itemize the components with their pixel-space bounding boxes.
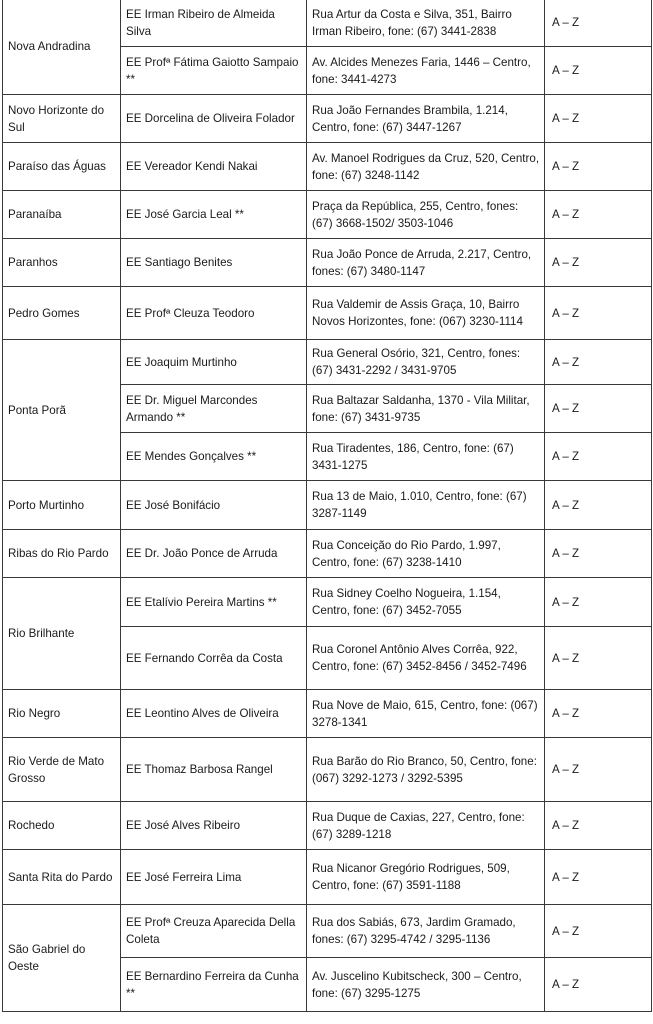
school-cell: EE Leontino Alves de Oliveira <box>121 690 307 738</box>
class-range-cell: A – Z <box>545 690 652 738</box>
school-cell: EE Etalívio Pereira Martins ** <box>121 578 307 627</box>
class-range-cell: A – Z <box>545 385 652 433</box>
municipality-cell: Rio Verde de Mato Grosso <box>3 738 121 802</box>
class-range-cell: A – Z <box>545 433 652 481</box>
class-range-cell: A – Z <box>545 481 652 530</box>
address-cell: Rua General Osório, 321, Centro, fones: (67) 3431-2292 / 3431-9705 <box>307 340 545 385</box>
class-range-cell: A – Z <box>545 850 652 905</box>
school-table <box>2 0 652 1012</box>
table-row <box>3 738 652 802</box>
school-cell: EE Vereador Kendi Nakai <box>121 143 307 191</box>
class-range-cell: A – Z <box>545 287 652 340</box>
school-cell: EE José Bonifácio <box>121 481 307 530</box>
address-cell: Praça da República, 255, Centro, fones: (67) 3668-1502/ 3503-1046 <box>307 191 545 239</box>
table-row <box>3 143 652 191</box>
table-row <box>3 690 652 738</box>
school-cell: EE Joaquim Murtinho <box>121 340 307 385</box>
address-cell: Rua Barão do Rio Branco, 50, Centro, fone: (067) 3292-1273 / 3292-5395 <box>307 738 545 802</box>
address-cell: Rua Valdemir de Assis Graça, 10, Bairro Novos Horizontes, fone: (067) 3230-1114 <box>307 287 545 340</box>
school-cell: EE Fernando Corrêa da Costa <box>121 627 307 690</box>
school-cell: EE Bernardino Ferreira da Cunha ** <box>121 958 307 1012</box>
table-row <box>3 191 652 239</box>
class-range-cell: A – Z <box>545 143 652 191</box>
table-row <box>3 578 652 627</box>
address-cell: Rua João Fernandes Brambila, 1.214, Centro, fone: (67) 3447-1267 <box>307 95 545 143</box>
table-row <box>3 802 652 850</box>
municipality-cell: Paranaíba <box>3 191 121 239</box>
table-row <box>3 481 652 530</box>
address-cell: Rua Nicanor Gregório Rodrigues, 509, Centro, fone: (67) 3591-1188 <box>307 850 545 905</box>
class-range-cell: A – Z <box>545 958 652 1012</box>
table-row <box>3 340 652 385</box>
municipality-cell: Rio Negro <box>3 690 121 738</box>
address-cell: Rua João Ponce de Arruda, 2.217, Centro, fones: (67) 3480-1147 <box>307 239 545 287</box>
school-cell: EE Mendes Gonçalves ** <box>121 433 307 481</box>
table-row <box>3 530 652 578</box>
municipality-cell: Rochedo <box>3 802 121 850</box>
table-row <box>3 850 652 905</box>
school-cell: EE José Alves Ribeiro <box>121 802 307 850</box>
municipality-cell: Porto Murtinho <box>3 481 121 530</box>
table-row <box>3 0 652 47</box>
school-cell: EE Dorcelina de Oliveira Folador <box>121 95 307 143</box>
municipality-cell: Nova Andradina <box>3 0 121 95</box>
school-cell: EE Dr. Miguel Marcondes Armando ** <box>121 385 307 433</box>
class-range-cell: A – Z <box>545 905 652 958</box>
school-cell: EE Thomaz Barbosa Rangel <box>121 738 307 802</box>
table-row <box>3 239 652 287</box>
school-table-body <box>3 0 652 1012</box>
address-cell: Rua Tiradentes, 186, Centro, fone: (67) 3431-1275 <box>307 433 545 481</box>
address-cell: Rua Artur da Costa e Silva, 351, Bairro Irman Ribeiro, fone: (67) 3441-2838 <box>307 0 545 47</box>
table-row <box>3 95 652 143</box>
municipality-cell: Rio Brilhante <box>3 578 121 690</box>
municipality-cell: Ribas do Rio Pardo <box>3 530 121 578</box>
municipality-cell: Ponta Porã <box>3 340 121 481</box>
class-range-cell: A – Z <box>545 239 652 287</box>
class-range-cell: A – Z <box>545 578 652 627</box>
municipality-cell: Paranhos <box>3 239 121 287</box>
municipality-cell: Pedro Gomes <box>3 287 121 340</box>
address-cell: Rua dos Sabiás, 673, Jardim Gramado, fones: (67) 3295-4742 / 3295-1136 <box>307 905 545 958</box>
address-cell: Rua Nove de Maio, 615, Centro, fone: (067) 3278-1341 <box>307 690 545 738</box>
address-cell: Av. Manoel Rodrigues da Cruz, 520, Centro, fone: (67) 3248-1142 <box>307 143 545 191</box>
municipality-cell: Paraíso das Águas <box>3 143 121 191</box>
class-range-cell: A – Z <box>545 738 652 802</box>
class-range-cell: A – Z <box>545 802 652 850</box>
school-cell: EE Irman Ribeiro de Almeida Silva <box>121 0 307 47</box>
municipality-cell: Santa Rita do Pardo <box>3 850 121 905</box>
municipality-cell: Novo Horizonte do Sul <box>3 95 121 143</box>
address-cell: Av. Alcides Menezes Faria, 1446 – Centro, fone: 3441-4273 <box>307 47 545 95</box>
address-cell: Rua Duque de Caxias, 227, Centro, fone: (67) 3289-1218 <box>307 802 545 850</box>
class-range-cell: A – Z <box>545 191 652 239</box>
address-cell: Rua Coronel Antônio Alves Corrêa, 922, Centro, fone: (67) 3452-8456 / 3452-7496 <box>307 627 545 690</box>
class-range-cell: A – Z <box>545 47 652 95</box>
class-range-cell: A – Z <box>545 95 652 143</box>
school-cell: EE José Ferreira Lima <box>121 850 307 905</box>
school-cell: EE José Garcia Leal ** <box>121 191 307 239</box>
class-range-cell: A – Z <box>545 0 652 47</box>
school-cell: EE Profª Creuza Aparecida Della Coleta <box>121 905 307 958</box>
address-cell: Rua Baltazar Saldanha, 1370 - Vila Militar, fone: (67) 3431-9735 <box>307 385 545 433</box>
school-cell: EE Dr. João Ponce de Arruda <box>121 530 307 578</box>
table-row <box>3 905 652 958</box>
address-cell: Rua Conceição do Rio Pardo, 1.997, Centro, fone: (67) 3238-1410 <box>307 530 545 578</box>
class-range-cell: A – Z <box>545 530 652 578</box>
address-cell: Rua Sidney Coelho Nogueira, 1.154, Centro, fone: (67) 3452-7055 <box>307 578 545 627</box>
address-cell: Av. Juscelino Kubitscheck, 300 – Centro, fone: (67) 3295-1275 <box>307 958 545 1012</box>
school-cell: EE Profª Cleuza Teodoro <box>121 287 307 340</box>
address-cell: Rua 13 de Maio, 1.010, Centro, fone: (67) 3287-1149 <box>307 481 545 530</box>
school-cell: EE Santiago Benites <box>121 239 307 287</box>
table-row <box>3 287 652 340</box>
class-range-cell: A – Z <box>545 340 652 385</box>
municipality-cell: São Gabriel do Oeste <box>3 905 121 1012</box>
school-cell: EE Profª Fátima Gaiotto Sampaio ** <box>121 47 307 95</box>
class-range-cell: A – Z <box>545 627 652 690</box>
